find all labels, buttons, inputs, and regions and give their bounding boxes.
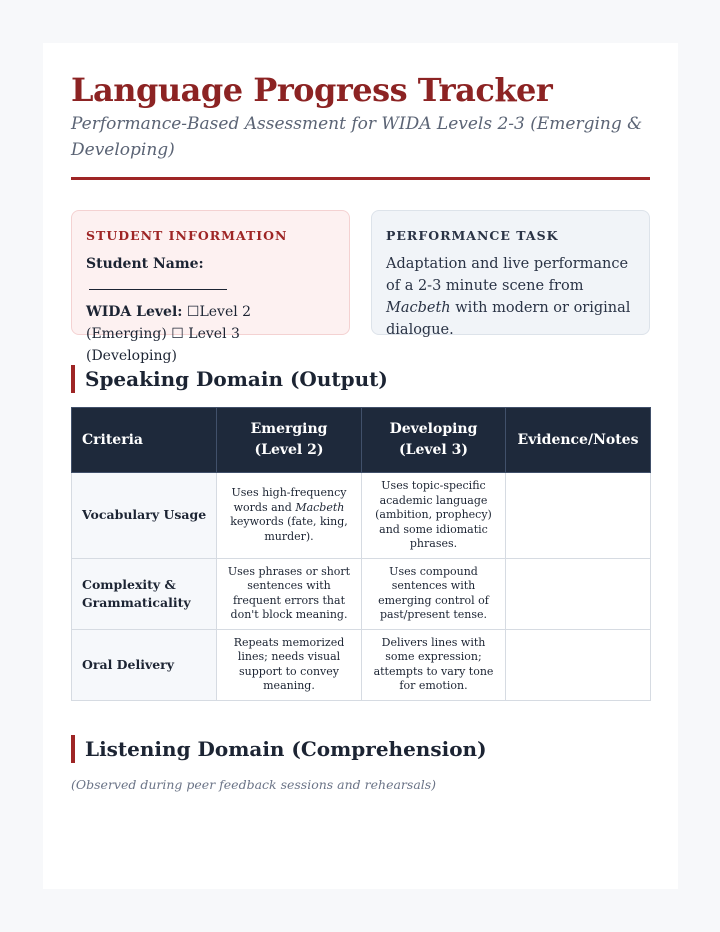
speaking-section-heading	[71, 365, 650, 393]
info-cards	[71, 210, 650, 364]
student-name-label: Student Name:	[86, 256, 204, 272]
speaking-section-title: Speaking Domain (Output)	[85, 367, 388, 391]
document-page	[43, 43, 678, 889]
emerging-cell: Repeats memorized lines; needs visual support to convey meaning.	[217, 629, 362, 700]
criteria-cell: Complexity & Grammaticality	[72, 558, 217, 629]
emerging-cell: Uses phrases or short sentences with frequent errors that don't block meaning.	[217, 558, 362, 629]
performance-task-card	[371, 210, 650, 338]
page-title: Language Progress Tracker	[71, 71, 553, 109]
column-header-criteria: Criteria	[72, 408, 217, 473]
criteria-cell: Oral Delivery	[72, 629, 217, 700]
speaking-rubric-table	[71, 407, 651, 701]
option-level-3: Level 3 (Developing)	[86, 326, 240, 364]
wida-level-line	[86, 301, 335, 367]
developing-cell: Uses topic-specific academic language (ambition, prophecy) and some idiomatic phrases.	[362, 473, 506, 559]
table-header-row	[72, 408, 651, 473]
developing-cell: Uses compound sentences with emerging control of past/present tense.	[362, 558, 506, 629]
wida-level-label: WIDA Level:	[86, 304, 183, 320]
checkbox-level-3-icon[interactable]: ☐	[171, 326, 184, 342]
column-header-developing: Developing (Level 3)	[362, 408, 506, 473]
section-accent-bar	[71, 735, 75, 763]
task-text-title: Macbeth	[386, 300, 451, 316]
cell-text: Uses high-frequency words and	[231, 486, 347, 514]
option-level-2: Level 2 (Emerging)	[86, 304, 252, 342]
student-info-heading: STUDENT INFORMATION	[86, 228, 288, 243]
student-name-blank[interactable]	[89, 275, 227, 290]
student-name-line	[86, 253, 335, 297]
cell-text-title: Macbeth	[295, 500, 345, 514]
page-subtitle: Performance-Based Assessment for WIDA Levels 2-3 (Emerging & Developing)	[71, 114, 643, 160]
listening-section-title: Listening Domain (Comprehension)	[85, 736, 487, 761]
evidence-notes-cell[interactable]	[506, 473, 651, 559]
task-text-part: Adaptation and live performance of a 2-3 minute scene from	[386, 256, 629, 294]
performance-task-heading: PERFORMANCE TASK	[386, 228, 559, 243]
cell-text: keywords (fate, king, murder).	[230, 515, 348, 543]
criteria-cell: Vocabulary Usage	[72, 473, 217, 559]
performance-task-text	[386, 253, 635, 341]
developing-cell: Delivers lines with some expression; attempts to vary tone for emotion.	[362, 629, 506, 700]
column-header-evidence: Evidence/Notes	[506, 408, 651, 473]
evidence-notes-cell[interactable]	[506, 629, 651, 700]
column-header-emerging: Emerging (Level 2)	[217, 408, 362, 473]
listening-note: (Observed during peer feedback sessions and rehearsals)	[71, 776, 437, 792]
emerging-cell	[217, 473, 362, 559]
evidence-notes-cell[interactable]	[506, 558, 651, 629]
checkbox-level-2-icon[interactable]: ☐	[186, 304, 200, 320]
table-row	[72, 473, 651, 559]
listening-section-heading	[71, 735, 650, 763]
student-info-card	[71, 210, 350, 364]
section-accent-bar	[71, 365, 75, 393]
table-row	[72, 629, 651, 700]
title-divider	[71, 177, 650, 180]
task-text-part: with modern or original dialogue.	[386, 300, 631, 338]
table-row	[72, 558, 651, 629]
